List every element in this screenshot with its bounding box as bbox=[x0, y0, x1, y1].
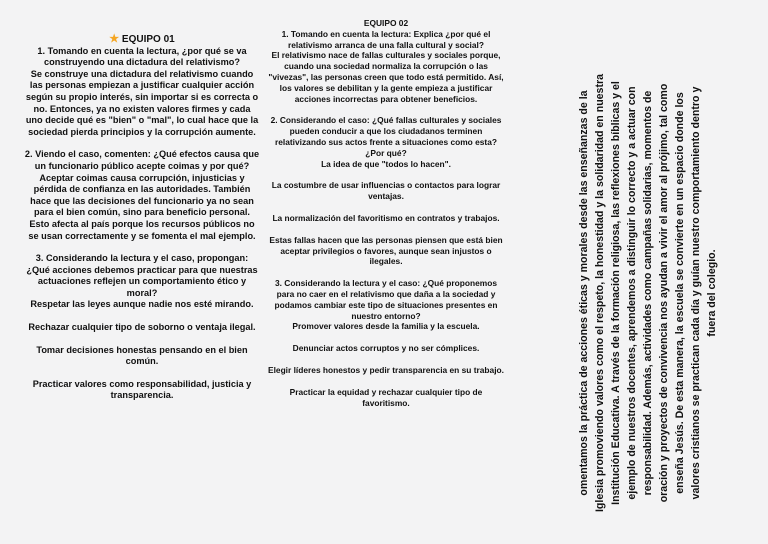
spacer bbox=[24, 242, 260, 253]
star-icon: ★ bbox=[109, 33, 120, 45]
text-line: Respetar las leyes aunque nadie nos esté mirando. bbox=[30, 299, 254, 310]
text-line: 3. Considerando la lectura y el caso: ¿Qué proponemos para no caer en el relativismo que daña a la sociedad y podamos cambiar este tipo de situaciones presentes en nuestro entorno? bbox=[274, 278, 498, 321]
text-line: La costumbre de usar influencias o contactos para lograr ventajas. bbox=[271, 180, 501, 202]
text-line: 3. Considerando la lectura y el caso, propongan: ¿Qué acciones debemos practicar para que nuestras actuaciones reflejen un comportamiento ético y moral? bbox=[26, 253, 258, 298]
text-line: Estas fallas hacen que las personas piensen que está bien aceptar privilegios o favores, aunque sean injustos o ilegales. bbox=[269, 234, 503, 267]
spacer bbox=[24, 334, 260, 345]
text-line: Aceptar coimas causa corrupción, injusticias y pérdida de confianza en las autoridades. También hace que las decisiones del funcionario ya no sean para el bien común, sino para beneficio personal. Esto afecta al país porque los recursos públicos no se usan correctamente y se fomenta el mal ejemplo. bbox=[28, 172, 256, 241]
text-line: 2. Viendo el caso, comenten: ¿Qué efectos causa que un funcionario público acepte coimas y por qué? bbox=[24, 149, 260, 171]
spacer bbox=[268, 332, 504, 343]
spacer bbox=[268, 104, 504, 115]
team-01-section bbox=[24, 34, 260, 402]
spacer bbox=[268, 376, 504, 387]
rotated-paragraph-container bbox=[548, 62, 748, 512]
text-line: Se construye una dictadura del relativismo cuando las personas empiezan a justificar cualquier acción según su propio interés, sin importar si es correcta o no. Entonces, ya no existen valores firmes y cada uno decide qué es "bien" o "mal", lo cual hace que la sociedad pierda principios y la corrupción aumente. bbox=[25, 68, 259, 137]
spacer bbox=[24, 138, 260, 149]
text-line: 2. Considerando el caso: ¿Qué fallas culturales y sociales pueden conducir a que los ciudadanos terminen relativizando sus actos frente a situaciones como esta? ¿Por qué? bbox=[270, 115, 502, 158]
text-line: Denunciar actos corruptos y no ser cómplices. bbox=[292, 343, 480, 354]
spacer bbox=[268, 202, 504, 213]
text-line: Practicar valores como responsabilidad, justicia y transparencia. bbox=[32, 378, 252, 401]
team-01-title-line bbox=[24, 34, 260, 46]
text-line: Rechazar cualquier tipo de soborno o ventaja ilegal. bbox=[28, 322, 256, 333]
text-line: Elegir líderes honestos y pedir transparencia en su trabajo. bbox=[268, 364, 504, 375]
team-01-body bbox=[24, 46, 260, 402]
rotated-paragraph: omentamos la práctica de acciones éticas y morales desde las enseñanzas de la Iglesia promoviendo valores como el respeto, la honestidad y la solidaridad en nuestra Institución Educativa. A través de la formación religiosa, las reflexiones bíblicas y el ejemplo de nuestros docentes, aprendemos a distinguir lo correcto y a actuar con responsabilidad. Además, actividades como campañas solidarias, momentos de oración y proyectos de convivencia nos ayudan a vivir el amor al prójimo, tal como enseña Jesús. De esta manera, la escuela se convierte en un espacio donde los valores cristianos se practican cada día y guían nuestro comportamiento dentro y fuera del colegio. bbox=[578, 73, 718, 512]
text-line: La idea de que "todos lo hacen". bbox=[321, 158, 451, 169]
text-line: La normalización del favoritismo en contratos y trabajos. bbox=[272, 212, 500, 223]
team-02-title: EQUIPO 02 bbox=[363, 18, 409, 28]
team-02-body bbox=[268, 29, 504, 409]
text-line: El relativismo nace de fallas culturales y sociales porque, cuando una sociedad normaliza la corrupción o las "vivezas", las personas creen que todo está permitido. Así, los valores se debilitan y la gente empieza a justificar acciones incorrectas para obtener beneficios. bbox=[268, 50, 504, 104]
text-line: Tomar decisiones honestas pensando en el bien común. bbox=[36, 344, 248, 367]
spacer bbox=[268, 267, 504, 278]
spacer bbox=[24, 311, 260, 322]
spacer bbox=[268, 224, 504, 235]
text-line: 1. Tomando en cuenta la lectura: Explica ¿por qué el relativismo arranca de una falla cultural y social? bbox=[281, 28, 491, 50]
spacer bbox=[24, 368, 260, 379]
spacer bbox=[268, 354, 504, 365]
team-01-title: EQUIPO 01 bbox=[121, 34, 175, 45]
team-02-section bbox=[268, 18, 504, 408]
spacer bbox=[268, 169, 504, 180]
text-line: Promover valores desde la familia y la escuela. bbox=[292, 321, 480, 332]
text-line: Practicar la equidad y rechazar cualquier tipo de favoritismo. bbox=[289, 386, 483, 408]
text-line: 1. Tomando en cuenta la lectura, ¿por qué se va construyendo una dictadura del relativismo? bbox=[37, 45, 247, 68]
